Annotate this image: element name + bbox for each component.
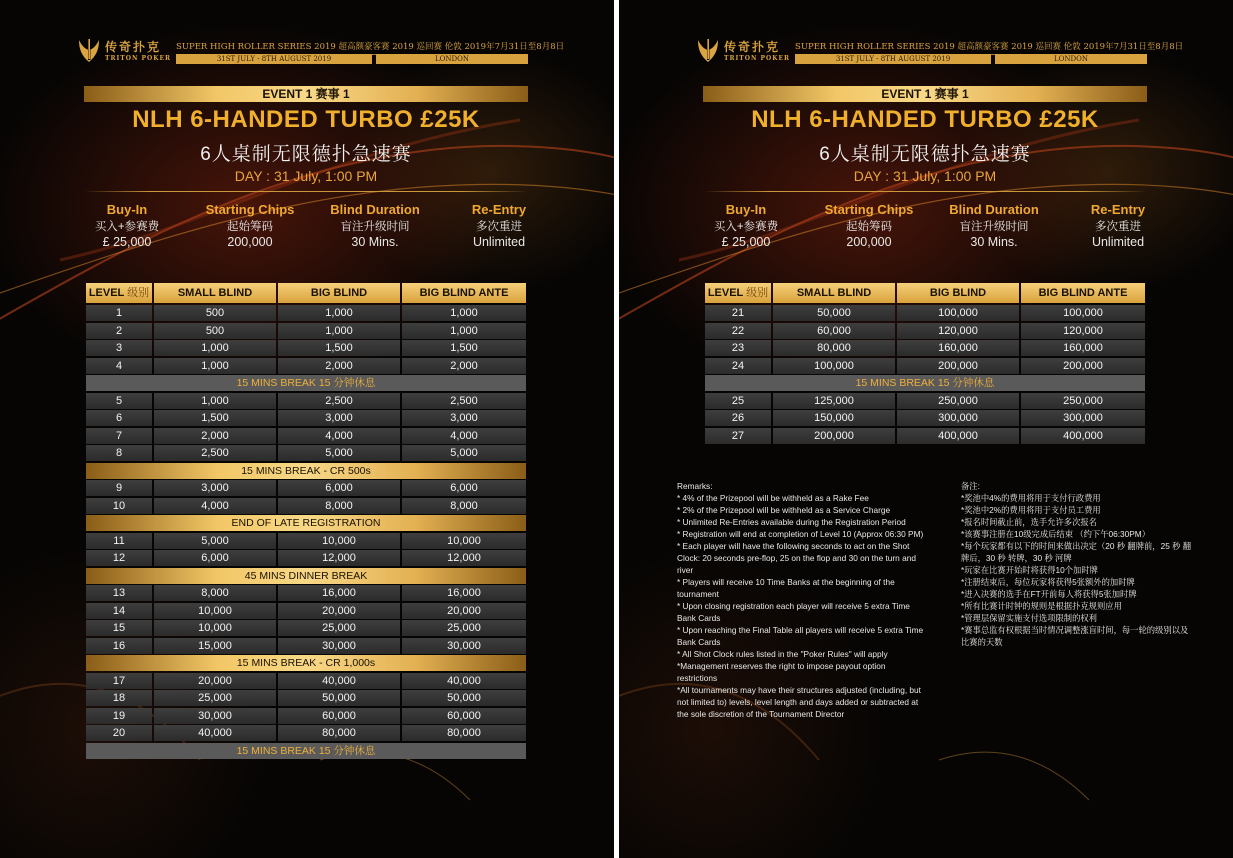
level-cell: 24	[705, 358, 771, 374]
level-cell: 20	[86, 725, 152, 741]
remark-line: * Upon reaching the Final Table all players will receive 5 extra Time Bank Cards	[677, 625, 924, 647]
remark-line: *所有比赛计时钟的规则是根据扑克规则应用	[961, 601, 1122, 611]
level-cell: 9	[86, 480, 152, 496]
small-blind-cell: 80,000	[773, 340, 895, 356]
ante-cell: 1,500	[402, 340, 526, 356]
big-blind-cell: 5,000	[278, 445, 400, 461]
header-big-blind-ante: BIG BLIND ANTE	[402, 283, 526, 303]
big-blind-cell: 2,500	[278, 393, 400, 409]
header-small-blind: SMALL BLIND	[773, 283, 895, 303]
level-cell: 13	[86, 585, 152, 601]
small-blind-cell: 1,000	[154, 340, 276, 356]
small-blind-cell: 30,000	[154, 708, 276, 724]
big-blind-cell: 40,000	[278, 673, 400, 689]
reentry-label: Re-Entry	[471, 202, 527, 217]
blind-duration-label: Blind Duration	[330, 202, 420, 217]
brand-name-cn: 传奇扑克	[724, 40, 781, 54]
remark-line: * Unlimited Re-Entries available during the Registration Period	[677, 517, 906, 527]
big-blind-cell: 4,000	[278, 428, 400, 444]
big-blind-cell: 6,000	[278, 480, 400, 496]
left-page	[0, 0, 614, 858]
remark-line: 备注:	[961, 481, 980, 491]
event-title-cn: 6人桌制无限德扑急速赛	[200, 144, 412, 165]
event-title: NLH 6-HANDED TURBO £25K	[751, 106, 1099, 133]
level-cell: 10	[86, 498, 152, 514]
blind-duration-value: 30 Mins.	[970, 235, 1018, 249]
triton-logo-icon	[695, 36, 721, 64]
break-row: 45 MINS DINNER BREAK	[86, 568, 526, 584]
ante-cell: 2,500	[402, 393, 526, 409]
event-day: DAY : 31 July, 1:00 PM	[853, 168, 997, 184]
remark-line: * Upon closing registration each player will receive 5 extra Time Bank Cards	[677, 601, 910, 623]
small-blind-cell: 50,000	[773, 305, 895, 321]
break-row: 15 MINS BREAK 15 分钟休息	[86, 375, 526, 391]
big-blind-cell: 30,000	[278, 638, 400, 654]
reentry-info	[466, 202, 532, 249]
dates-bar	[176, 54, 528, 64]
buyin-info	[711, 202, 781, 249]
buyin-label-cn: 买入+参赛费	[713, 221, 779, 233]
ante-cell: 1,000	[402, 323, 526, 339]
ante-cell: 5,000	[402, 445, 526, 461]
starting-chips-info	[205, 202, 295, 249]
ante-cell: 250,000	[1021, 393, 1145, 409]
brand-name-en: TRITON POKER	[105, 55, 172, 62]
remark-line: * Each player will have the following seconds to act on the Shot Clock: 20 seconds pre-flop, 25 on the flop and 30 on the turn and river	[677, 541, 916, 575]
series-title: SUPER HIGH ROLLER SERIES 2019 超高额豪客赛 2019 巡回赛 伦敦 2019年7月31日至8月8日	[795, 40, 1147, 55]
small-blind-cell: 6,000	[154, 550, 276, 566]
big-blind-cell: 1,000	[278, 305, 400, 321]
starting-chips-value: 200,000	[846, 235, 892, 249]
series-dates: 31ST JULY - 8TH AUGUST 2019	[176, 54, 372, 64]
event-label: EVENT 1 赛事 1	[84, 86, 528, 102]
starting-chips-label: Starting Chips	[824, 202, 914, 217]
big-blind-cell: 160,000	[897, 340, 1019, 356]
remark-line: *奖池中2%的费用将用于支付员工费用	[961, 505, 1101, 515]
blind-duration-info	[328, 202, 422, 249]
starting-chips-label-cn: 起始筹码	[227, 221, 273, 233]
reentry-label-cn: 多次重进	[1095, 221, 1141, 233]
big-blind-cell: 25,000	[278, 620, 400, 636]
level-cell: 17	[86, 673, 152, 689]
break-row: 15 MINS BREAK 15 分钟休息	[86, 743, 526, 759]
ante-cell: 120,000	[1021, 323, 1145, 339]
level-cell: 6	[86, 410, 152, 426]
level-cell: 14	[86, 603, 152, 619]
big-blind-cell: 2,000	[278, 358, 400, 374]
small-blind-cell: 2,000	[154, 428, 276, 444]
big-blind-cell: 300,000	[897, 410, 1019, 426]
small-blind-cell: 1,000	[154, 358, 276, 374]
small-blind-cell: 10,000	[154, 603, 276, 619]
big-blind-cell: 20,000	[278, 603, 400, 619]
ante-cell: 40,000	[402, 673, 526, 689]
remarks-english	[677, 480, 927, 720]
series-header	[76, 36, 565, 66]
starting-chips-value: 200,000	[227, 235, 273, 249]
small-blind-cell: 4,000	[154, 498, 276, 514]
remark-line: *管理层保留实施支付选项限制的权利	[961, 613, 1097, 623]
buyin-info	[92, 202, 162, 249]
break-row: END OF LATE REGISTRATION	[86, 515, 526, 531]
level-cell: 12	[86, 550, 152, 566]
ante-cell: 2,000	[402, 358, 526, 374]
level-cell: 4	[86, 358, 152, 374]
buyin-label-cn: 买入+参赛费	[94, 221, 160, 233]
small-blind-cell: 15,000	[154, 638, 276, 654]
big-blind-cell: 400,000	[897, 428, 1019, 444]
break-row: 15 MINS BREAK - CR 1,000s	[86, 655, 526, 671]
small-blind-cell: 1,000	[154, 393, 276, 409]
reentry-value: Unlimited	[472, 235, 526, 249]
big-blind-cell: 60,000	[278, 708, 400, 724]
ante-cell: 50,000	[402, 690, 526, 706]
ante-cell: 10,000	[402, 533, 526, 549]
buyin-value: £ 25,000	[102, 235, 152, 249]
reentry-value: Unlimited	[1091, 235, 1145, 249]
remark-line: * All Shot Clock rules listed in the "Poker Rules" will apply	[677, 649, 888, 659]
reentry-label: Re-Entry	[1090, 202, 1146, 217]
big-blind-cell: 200,000	[897, 358, 1019, 374]
big-blind-cell: 16,000	[278, 585, 400, 601]
small-blind-cell: 20,000	[154, 673, 276, 689]
series-header	[695, 36, 1184, 66]
event-label: EVENT 1 赛事 1	[703, 86, 1147, 102]
level-cell: 3	[86, 340, 152, 356]
big-blind-cell: 80,000	[278, 725, 400, 741]
ante-cell: 30,000	[402, 638, 526, 654]
starting-chips-label-cn: 起始筹码	[846, 221, 892, 233]
big-blind-cell: 120,000	[897, 323, 1019, 339]
small-blind-cell: 40,000	[154, 725, 276, 741]
small-blind-cell: 500	[154, 305, 276, 321]
big-blind-cell: 1,000	[278, 323, 400, 339]
small-blind-cell: 3,000	[154, 480, 276, 496]
remark-line: * Players will receive 10 Time Banks at the beginning of the tournament	[677, 577, 895, 599]
ante-cell: 80,000	[402, 725, 526, 741]
big-blind-cell: 50,000	[278, 690, 400, 706]
ante-cell: 20,000	[402, 603, 526, 619]
brand-name-en: TRITON POKER	[724, 55, 791, 62]
ante-cell: 400,000	[1021, 428, 1145, 444]
break-row: 15 MINS BREAK - CR 500s	[86, 463, 526, 479]
level-cell: 16	[86, 638, 152, 654]
buyin-value: £ 25,000	[721, 235, 771, 249]
dates-bar	[795, 54, 1147, 64]
brand-name-cn: 传奇扑克	[105, 40, 162, 54]
small-blind-cell: 200,000	[773, 428, 895, 444]
big-blind-cell: 8,000	[278, 498, 400, 514]
remarks-chinese	[961, 480, 1193, 648]
remark-line: *进入决赛的选手在FT开前每人将获得5张加时牌	[961, 589, 1137, 599]
small-blind-cell: 5,000	[154, 533, 276, 549]
header-big-blind: BIG BLIND	[897, 283, 1019, 303]
header-big-blind-ante: BIG BLIND ANTE	[1021, 283, 1145, 303]
level-cell: 22	[705, 323, 771, 339]
small-blind-cell: 25,000	[154, 690, 276, 706]
starting-chips-label: Starting Chips	[205, 202, 295, 217]
level-cell: 1	[86, 305, 152, 321]
reentry-label-cn: 多次重进	[476, 221, 522, 233]
ante-cell: 25,000	[402, 620, 526, 636]
event-day: DAY : 31 July, 1:00 PM	[234, 168, 378, 184]
blind-duration-label-cn: 盲注升级时间	[340, 221, 410, 233]
big-blind-cell: 12,000	[278, 550, 400, 566]
series-dates: 31ST JULY - 8TH AUGUST 2019	[795, 54, 991, 64]
ante-cell: 200,000	[1021, 358, 1145, 374]
ante-cell: 4,000	[402, 428, 526, 444]
big-blind-cell: 1,500	[278, 340, 400, 356]
ante-cell: 12,000	[402, 550, 526, 566]
level-cell: 2	[86, 323, 152, 339]
level-cell: 18	[86, 690, 152, 706]
ante-cell: 60,000	[402, 708, 526, 724]
remark-line: *注册结束后，每位玩家将获得5张额外的加时牌	[961, 577, 1135, 587]
header-level: LEVEL 级别	[86, 283, 152, 303]
remark-line: *报名时间截止前，选手允许多次报名	[961, 517, 1097, 527]
level-cell: 27	[705, 428, 771, 444]
event-title-cn: 6人桌制无限德扑急速赛	[819, 144, 1031, 165]
remark-line: *All tournaments may have their structures adjusted (including, but not limited to) levels, level length and days added or subtracted at the sole discretion of the Tournament Director	[677, 685, 921, 719]
big-blind-cell: 3,000	[278, 410, 400, 426]
starting-chips-info	[824, 202, 914, 249]
divider	[84, 191, 528, 192]
blind-duration-value: 30 Mins.	[351, 235, 399, 249]
ante-cell: 300,000	[1021, 410, 1145, 426]
buyin-label: Buy-In	[106, 202, 148, 217]
small-blind-cell: 100,000	[773, 358, 895, 374]
small-blind-cell: 8,000	[154, 585, 276, 601]
big-blind-cell: 100,000	[897, 305, 1019, 321]
ante-cell: 100,000	[1021, 305, 1145, 321]
ante-cell: 8,000	[402, 498, 526, 514]
series-city: LONDON	[376, 54, 528, 64]
ante-cell: 160,000	[1021, 340, 1145, 356]
remark-line: *玩家在比赛开始时将获得10个加时牌	[961, 565, 1098, 575]
remark-line: * Registration will end at completion of Level 10 (Approx 06:30 PM)	[677, 529, 924, 539]
level-cell: 21	[705, 305, 771, 321]
level-cell: 11	[86, 533, 152, 549]
small-blind-cell: 125,000	[773, 393, 895, 409]
divider	[703, 191, 1147, 192]
small-blind-cell: 10,000	[154, 620, 276, 636]
ante-cell: 6,000	[402, 480, 526, 496]
level-cell: 7	[86, 428, 152, 444]
remark-line: Remarks:	[677, 481, 713, 491]
small-blind-cell: 1,500	[154, 410, 276, 426]
level-cell: 25	[705, 393, 771, 409]
level-cell: 15	[86, 620, 152, 636]
reentry-info	[1085, 202, 1151, 249]
right-page	[619, 0, 1233, 858]
ante-cell: 16,000	[402, 585, 526, 601]
small-blind-cell: 500	[154, 323, 276, 339]
triton-logo-icon	[76, 36, 102, 64]
break-row: 15 MINS BREAK 15 分钟休息	[705, 375, 1145, 391]
remark-line: *赛事总监有权根据当时情况调整涨盲时间，每一轮的级别以及比赛的天数	[961, 625, 1189, 647]
level-cell: 5	[86, 393, 152, 409]
remark-line: * 4% of the Prizepool will be withheld as a Rake Fee	[677, 493, 869, 503]
level-cell: 23	[705, 340, 771, 356]
remark-line: * 2% of the Prizepool will be withheld as a Service Charge	[677, 505, 891, 515]
ante-cell: 1,000	[402, 305, 526, 321]
remark-line: *Management reserves the right to impose payout option restrictions	[677, 661, 886, 683]
remark-line: *该赛事注册在10级完成后结束 （约下午06:30PM）	[961, 529, 1151, 539]
small-blind-cell: 60,000	[773, 323, 895, 339]
big-blind-cell: 250,000	[897, 393, 1019, 409]
event-title: NLH 6-HANDED TURBO £25K	[132, 106, 480, 133]
big-blind-cell: 10,000	[278, 533, 400, 549]
series-title: SUPER HIGH ROLLER SERIES 2019 超高额豪客赛 2019 巡回赛 伦敦 2019年7月31日至8月8日	[176, 40, 528, 55]
ante-cell: 3,000	[402, 410, 526, 426]
blind-duration-label: Blind Duration	[949, 202, 1039, 217]
remark-line: *奖池中4%的费用将用于支付行政费用	[961, 493, 1101, 503]
series-city: LONDON	[995, 54, 1147, 64]
buyin-label: Buy-In	[725, 202, 767, 217]
level-cell: 26	[705, 410, 771, 426]
blind-duration-label-cn: 盲注升级时间	[959, 221, 1029, 233]
header-big-blind: BIG BLIND	[278, 283, 400, 303]
small-blind-cell: 2,500	[154, 445, 276, 461]
header-small-blind: SMALL BLIND	[154, 283, 276, 303]
level-cell: 19	[86, 708, 152, 724]
blind-duration-info	[947, 202, 1041, 249]
header-level: LEVEL 级别	[705, 283, 771, 303]
small-blind-cell: 150,000	[773, 410, 895, 426]
level-cell: 8	[86, 445, 152, 461]
remark-line: *每个玩家都有以下的时间来做出决定（20 秒 翻牌前，25 秒 翻牌后，30 秒 转牌，30 秒 河牌	[961, 541, 1192, 563]
